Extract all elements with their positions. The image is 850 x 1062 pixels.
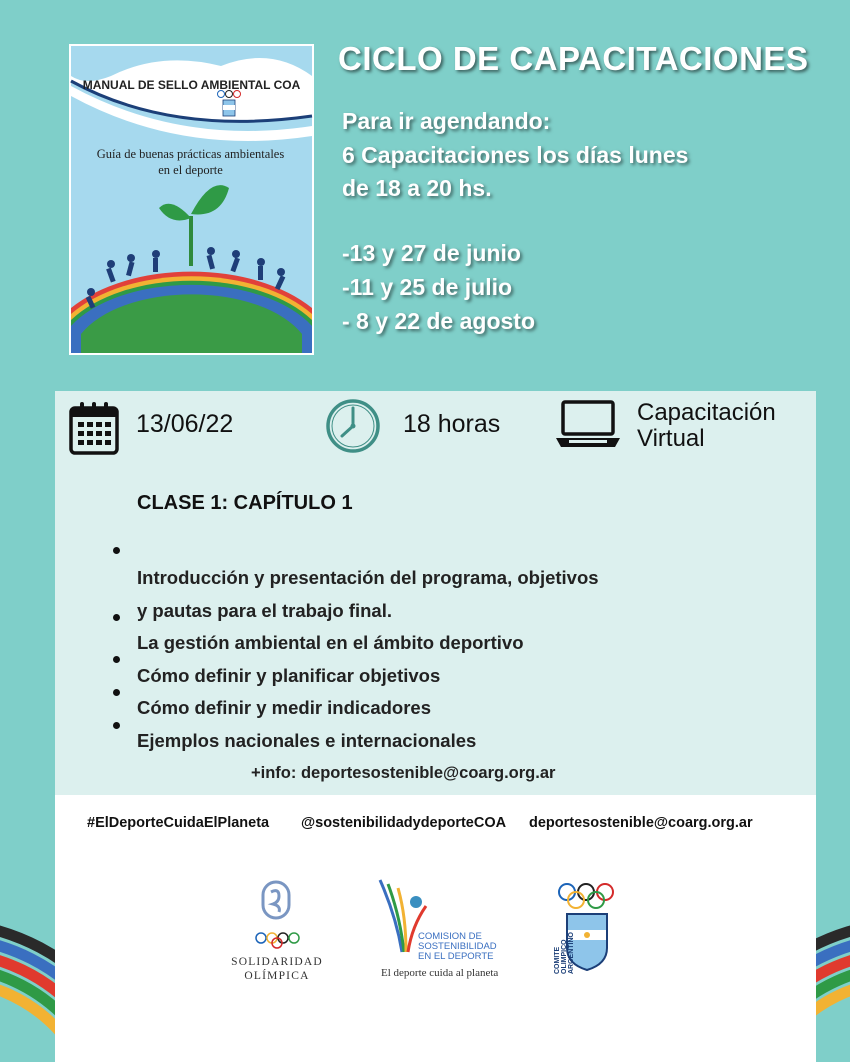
comision-line-3: EN EL DEPORTE (418, 951, 494, 962)
class-mode-line-1: Capacitación (637, 399, 776, 426)
dates-july: -11 y 25 de julio (342, 274, 513, 300)
topic-item: Cómo definir y medir indicadores (137, 697, 432, 718)
hashtag-link[interactable]: #ElDeporteCuidaElPlaneta (87, 815, 270, 831)
social-handle-link[interactable]: @sostenibilidadydeporteCOA (301, 815, 507, 831)
coa-text-left: COMITE OLIMPICO ARGENTINO (554, 932, 575, 974)
bullet-dot (113, 689, 120, 696)
topic-item: y pautas para el trabajo final. (137, 600, 392, 621)
class-mode (637, 400, 776, 452)
schedule-line-1: Para ir agendando: (342, 108, 551, 134)
schedule-line-2: 6 Capacitaciones los días lunes (342, 142, 689, 168)
manual-cover-image (69, 44, 314, 355)
page-title: CICLO DE CAPACITACIONES (338, 40, 809, 77)
solidaridad-line-1: SOLIDARIDAD (231, 956, 323, 968)
class-date: 13/06/22 (136, 410, 234, 438)
comision-line-2: SOSTENIBILIDAD (418, 941, 497, 952)
cover-subtitle-line-2: en el deporte (158, 163, 223, 177)
topic-item: Cómo definir y planificar objetivos (137, 665, 441, 686)
class-mode-line-2: Virtual (637, 425, 705, 452)
bullet-dot (113, 722, 120, 729)
solidaridad-olimpica-logo (255, 880, 299, 952)
solidaridad-olimpica-label (228, 955, 326, 983)
dates-june: -13 y 27 de junio (342, 240, 521, 266)
cover-illustration (71, 46, 312, 353)
laptop-icon (555, 400, 621, 450)
topic-item: Introducción y presentación del programa, objetivos (137, 567, 599, 588)
cover-subtitle-line-1: Guía de buenas prácticas ambientales (96, 147, 285, 161)
comision-tagline: El deporte cuida al planeta (381, 967, 499, 979)
comision-label (418, 932, 497, 962)
solidaridad-line-2: OLÍMPICA (244, 970, 310, 982)
cover-title: MANUAL DE SELLO AMBIENTAL COA (82, 78, 301, 92)
class-time: 18 horas (403, 410, 501, 438)
bullet-dot (113, 614, 120, 621)
dates-august: - 8 y 22 de agosto (342, 308, 536, 334)
topic-item: La gestión ambiental en el ámbito deportivo (137, 632, 524, 653)
more-info-email[interactable]: +info: deportesostenible@coarg.org.ar (251, 764, 556, 782)
calendar-icon (69, 400, 119, 456)
bullet-dot (113, 547, 120, 554)
topic-item: Ejemplos nacionales e internacionales (137, 730, 477, 751)
bullet-dot (113, 656, 120, 663)
comision-line-1: COMISION DE (418, 931, 482, 942)
clock-icon (325, 398, 381, 454)
footer-email-link[interactable]: deportesostenible@coarg.org.ar (529, 815, 753, 831)
schedule-line-3: de 18 a 20 hs. (342, 175, 492, 201)
cover-subtitle (83, 146, 298, 178)
class-title: CLASE 1: CAPÍTULO 1 (137, 492, 353, 514)
